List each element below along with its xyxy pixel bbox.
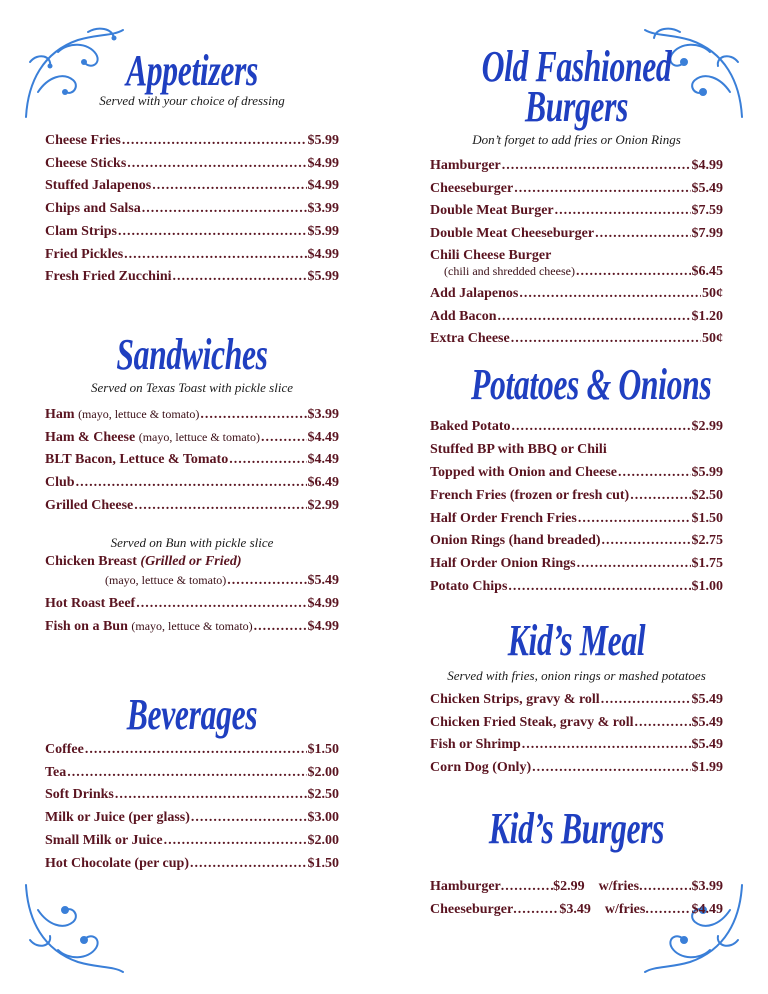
item-name: Chili Cheese Burger [430,248,552,263]
item-name: Clam Strips [45,223,117,239]
item-price: $1.50 [691,510,723,526]
item-price: $5.99 [307,269,339,285]
item-name: Grilled Cheese [45,497,134,513]
leader-dots [136,595,306,612]
item-name: Cheeseburger [430,902,514,917]
leader-dots [578,510,691,527]
item-price: $5.99 [691,465,723,480]
menu-item [430,714,723,731]
kids-meal-title: Kid’s Meal [507,616,646,665]
menu-item [430,225,723,242]
menu-item [430,202,723,219]
item-price: $5.99 [307,223,339,239]
leader-dots [514,180,690,197]
item-name: Ham & Cheese [45,429,136,445]
leader-dots [635,714,691,731]
menu-item-stuffed-bp-price-line [430,464,723,481]
item-price: $4.99 [307,178,339,194]
leader-dots [191,809,307,826]
item-name: Coffee [45,742,84,757]
leader-dots [261,429,307,446]
menu-item [45,406,339,423]
menu-item [430,555,723,572]
menu-item [45,132,339,149]
menu-item [430,532,723,549]
leader-dots [498,308,691,325]
kids-burger-row [430,902,723,918]
item-price: $1.00 [691,578,723,594]
item-name: Fried Pickles [45,246,124,262]
item-name: Onion Rings (hand breaded) [430,533,601,549]
menu-item [45,200,339,217]
menu-item-chili-cheese-burger-price-line [444,263,723,280]
menu-item [45,429,339,446]
item-price: $3.99 [307,201,339,217]
item-price: $4.99 [307,619,339,634]
item-name: Cheese Sticks [45,155,127,171]
item-name: Add Jalapenos [430,286,519,301]
item-name: Potato Chips [430,578,508,594]
item-name: Cheese Fries [45,133,121,148]
menu-item-chicken-breast-price-line [105,572,339,589]
menu-item [45,809,339,826]
leader-dots [519,285,701,302]
menu-item [45,268,339,285]
item-price: $2.99 [691,419,723,434]
item-price: $4.49 [307,429,339,445]
leader-dots [630,487,690,504]
item-price: $5.99 [307,133,339,148]
item-name: Add Bacon [430,308,497,324]
item-note: (mayo, lettuce & tomato) [105,573,227,587]
burgers-title-line1: Old Fashioned [481,42,672,91]
leader-dots [512,418,691,435]
menu-item-baked-potato [430,418,723,435]
menu-item [45,155,339,172]
burgers-title-line2: Burgers [524,82,629,131]
menu-item [430,180,723,197]
item-name: Double Meat Cheeseburger [430,226,595,242]
item-price: $2.75 [691,533,723,549]
sandwiches-subtitle: Served on Texas Toast with pickle slice [91,380,293,395]
item-price: $6.49 [307,475,339,491]
leader-dots [118,223,307,240]
item-name: Stuffed Jalapenos [45,178,152,194]
menu-item [430,578,723,595]
item-price: $4.99 [307,155,339,171]
menu-item [430,487,723,504]
leader-dots [67,764,306,781]
kids-meal-subtitle: Served with fries, onion rings or mashed potatoes [447,668,706,683]
menu-item [430,691,723,708]
item-name: Half Order French Fries [430,510,577,526]
kids-burgers-title: Kid’s Burgers [488,804,665,853]
menu-item [430,330,723,347]
menu-item [45,246,339,263]
item-name: Fish or Shrimp [430,737,521,753]
leader-dots [577,555,691,572]
item-price: $4.99 [691,158,723,173]
item-fries-price: $3.99 [691,879,723,894]
item-price: $7.99 [691,226,723,242]
item-price: $4.99 [307,246,339,262]
item-name: Cheeseburger [430,180,514,196]
leader-dots [142,200,307,217]
leader-dots [511,330,701,347]
kids-burger-row [430,879,723,895]
menu-item [45,497,339,514]
item-note: (mayo, lettuce & tomato) [138,429,260,444]
menu-item [430,736,723,753]
beverages-title: Beverages [126,690,258,739]
item-name: Hamburger [430,158,501,173]
item-name: Corn Dog (Only) [430,760,532,776]
item-name: French Fries (frozen or fresh cut) [430,488,630,503]
menu-item [45,741,339,758]
leader-dots [122,132,307,149]
leader-dots [76,474,307,491]
item-price: $1.50 [307,855,339,871]
appetizers-subtitle: Served with your choice of dressing [99,93,285,108]
item-choice: (Grilled or Fried) [140,554,242,569]
item-note: (mayo, lettuce & tomato) [131,619,253,633]
leader-dots [595,225,690,242]
item-price: $4.49 [307,452,339,468]
item-name: Milk or Juice (per glass) [45,810,190,826]
item-name: Club [45,475,75,491]
item-name: Fish on a Bun [45,619,128,634]
leader-dots [522,736,691,753]
item-price: $5.49 [691,714,723,730]
corner-flourish-icon [18,880,128,980]
item-name: Tea [45,764,67,780]
item-price: $1.75 [691,556,723,572]
item-name: Baked Potato [430,419,511,434]
item-price: $2.50 [307,787,339,803]
menu-item [45,832,339,849]
item-price: 50¢ [702,331,723,347]
item-name: Hamburger [430,879,501,894]
menu-item [45,764,339,781]
leader-dots [508,578,690,595]
menu-item [45,474,339,491]
menu-item [430,157,723,174]
item-price: $3.99 [307,407,339,422]
leader-dots [152,177,306,194]
item-name: Chicken Strips, gravy & roll [430,692,600,707]
item-name: Chicken Fried Steak, gravy & roll [430,714,634,730]
leader-dots [164,832,307,849]
leader-dots [115,786,307,803]
leader-dots [555,202,691,219]
item-name: BLT Bacon, Lettuce & Tomato [45,452,229,468]
item-price: 50¢ [702,286,723,301]
appetizers-title: Appetizers [126,46,258,95]
menu-item-chili-cheese-burger [430,247,723,264]
item-price: $5.49 [691,737,723,753]
item-fries-label: w/fries [604,902,646,917]
item-name: Topped with Onion and Cheese [430,465,617,480]
leader-dots [602,532,691,549]
item-name: Extra Cheese [430,331,510,347]
item-price: $3.00 [307,810,339,826]
item-fries-label: w/fries [598,879,640,894]
menu-item [430,308,723,325]
item-name: Ham [45,407,75,422]
item-price: $3.49 [559,902,591,917]
leader-dots [173,268,307,285]
item-name: Fresh Fried Zucchini [45,269,172,285]
menu-item [45,177,339,194]
leader-dots [190,855,307,872]
leader-dots [576,263,691,280]
menu-item-hot-roast-beef [45,595,339,612]
item-name: Small Milk or Juice [45,832,163,848]
corner-flourish-icon [640,880,750,980]
leader-dots [513,902,559,918]
leader-dots [227,572,306,589]
potatoes-title: Potatoes & Onions [471,360,712,409]
item-price: $5.49 [691,692,723,707]
leader-dots [124,246,306,263]
item-name: Chicken Breast [45,554,137,569]
item-price: $7.59 [691,203,723,219]
item-name: Hot Roast Beef [45,596,136,611]
leader-dots [85,741,307,758]
item-price: $4.99 [307,596,339,611]
sandwiches-title: Sandwiches [116,330,268,379]
menu-item [430,285,723,302]
leader-dots [501,879,553,895]
item-note: (mayo, lettuce & tomato) [78,407,200,421]
menu-item-fish-on-a-bun [45,618,339,635]
item-price: $5.49 [691,180,723,196]
menu-item [45,223,339,240]
item-price: $1.99 [691,760,723,776]
leader-dots [639,879,691,895]
menu-item [430,510,723,527]
item-price: $5.49 [307,573,339,588]
leader-dots [229,451,306,468]
item-note: (chili and shredded cheese) [444,264,575,278]
leader-dots [200,406,306,423]
leader-dots [254,618,307,635]
menu-item-chicken-breast [45,553,339,570]
item-price: $6.45 [691,264,723,279]
menu-item [45,786,339,803]
menu-item [430,759,723,776]
item-name: Hot Chocolate (per cup) [45,855,189,871]
menu-item [45,855,339,872]
item-price: $1.20 [691,308,723,324]
item-price: $2.00 [307,832,339,848]
item-name: Soft Drinks [45,787,114,803]
leader-dots [127,155,306,172]
leader-dots [502,157,691,174]
item-name: Stuffed BP with BBQ or Chili [430,442,607,457]
bun-subtitle: Served on Bun with pickle slice [110,535,274,550]
item-name: Half Order Onion Rings [430,556,576,572]
item-name: Double Meat Burger [430,203,554,219]
item-price: $2.50 [691,488,723,503]
item-price: $2.99 [553,879,585,894]
menu-item [45,451,339,468]
item-price: $2.00 [307,764,339,780]
item-fries-price: $4.49 [691,902,723,917]
menu-item-stuffed-bp [430,441,723,458]
item-price: $1.50 [307,742,339,757]
leader-dots [645,902,691,918]
item-price: $2.99 [307,497,339,513]
leader-dots [134,497,306,514]
item-name: Chips and Salsa [45,201,141,217]
burgers-subtitle: Don’t forget to add fries or Onion Rings [472,132,681,147]
leader-dots [601,691,691,708]
leader-dots [618,464,691,481]
leader-dots [532,759,690,776]
